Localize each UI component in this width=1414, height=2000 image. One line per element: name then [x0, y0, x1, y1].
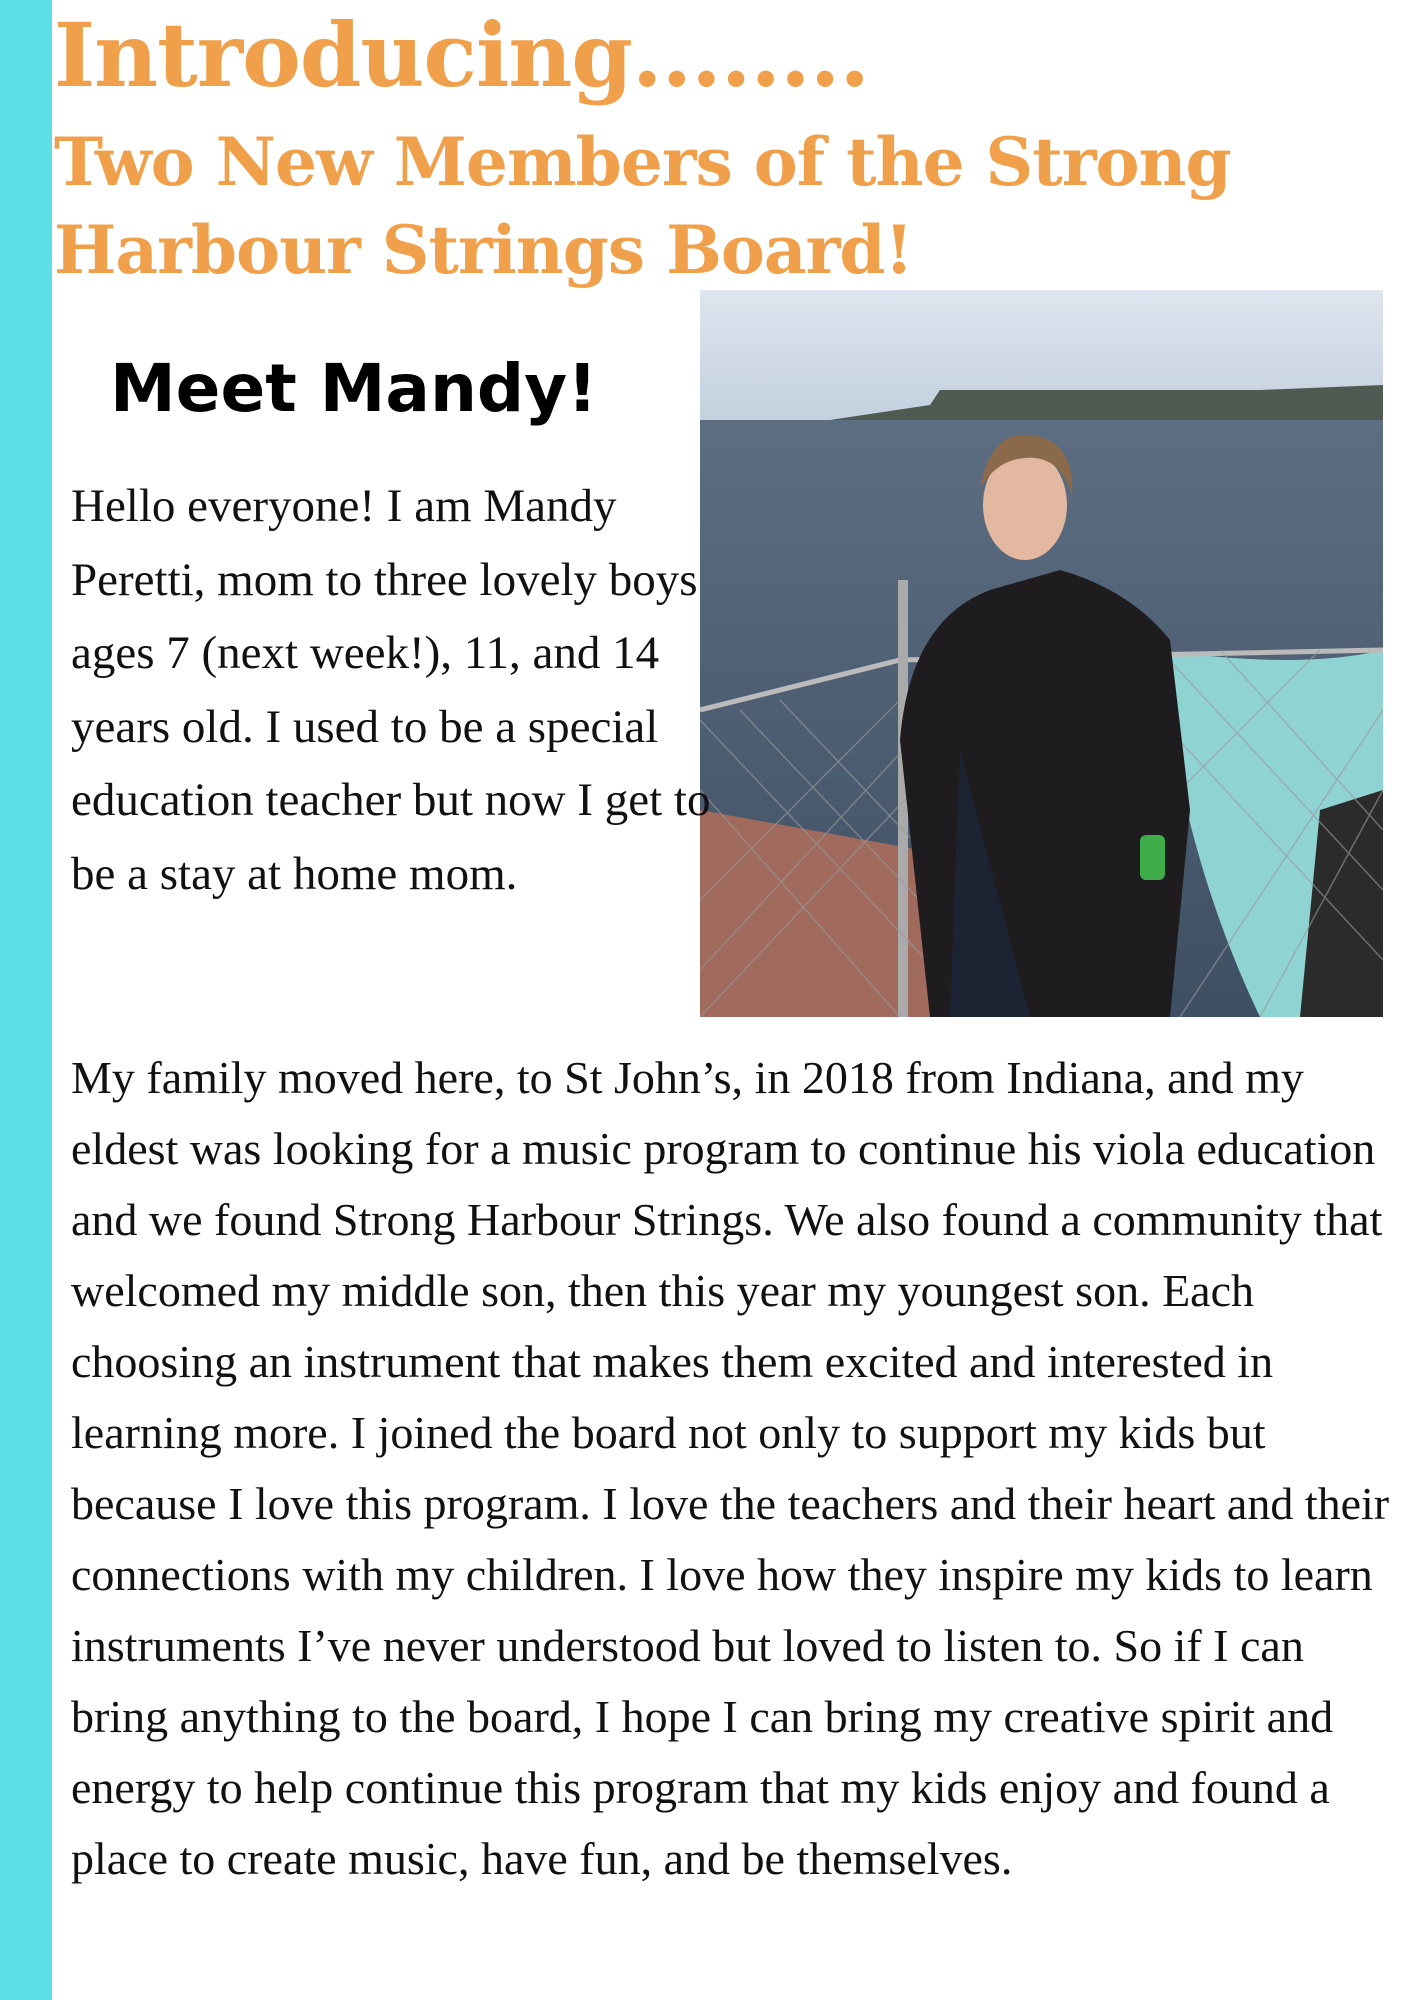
intro-paragraph: Hello everyone! I am Mandy Peretti, mom to three lovely boys ages 7 (next week!), 11, and 14 years old. I used to be a special education teacher but now I get to be a stay at home mom. — [71, 480, 711, 900]
page-title: Introducing........ — [54, 3, 869, 107]
side-accent-bar — [0, 0, 52, 2000]
page-subtitle: Two New Members of the Strong Harbour Strings Board! — [54, 123, 1231, 289]
section-heading: Meet Mandy! — [110, 350, 598, 427]
story-paragraph: My family moved here, to St John’s, in 2018 from Indiana, and my eldest was looking for a music program to continue his viola education and we found Strong Harbour Strings. We also found a community that welcomed my middle son, then this year my youngest son. Each choosing an instrument that makes them excited and interested in learning more. I joined the board not only to support my kids but because I love this program. I love the teachers and their heart and their connections with my children. I love how they inspire my kids to learn instruments I’ve never understood but loved to listen to. So if I can bring anything to the board, I hope I can bring my creative spirit and energy to help continue this program that my kids enjoy and found a place to create music, have fun, and be themselves. — [71, 1052, 1390, 1884]
mandy-photo — [700, 290, 1383, 1017]
